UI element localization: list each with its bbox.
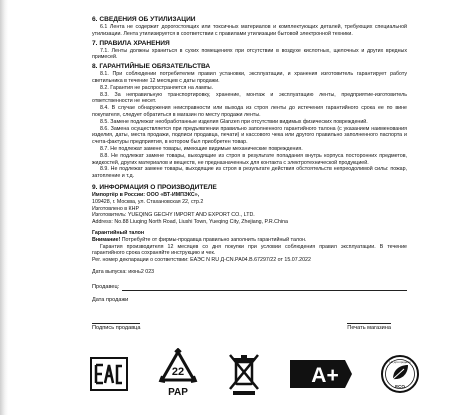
manufacturer-address: Address: No.88 Liuqing North Road, Liushi Town, Yueqing City, Zhejiang, P.R.China [92,219,289,226]
attention-label: Внимание! [92,236,121,243]
section-6-paragraph: 6.1 Лента не содержит дорогостоящих или токсичных материалов и комплектующих деталей, требующих специальной утилизации. Лента утилизируется в соответствии с правилами утилизации бытовой электронной техники. [92,24,407,37]
importer-label: Импортёр в России: ООО «ВТ-ИМПЭКС», [92,191,200,198]
section-7-paragraph: 7.1. Ленты должны храниться в сухих помещениях при отсутствии в воздухе кислотных, щелочных и других вредных примесей. [92,47,407,61]
seller-signature-label: Подпись продавца [92,324,141,331]
eac-mark-icon [90,357,128,391]
section-8-paragraph: 8.5. Замене подлежат необработанные изделия Glanzen при отсутствии видимых физических повреждений. [100,118,368,125]
section-8-paragraph: 8.2. Гарантия не распространяется на лампы. [100,84,214,91]
energy-class-label: A+ [310,364,339,387]
recycle-material: PAP [167,387,188,398]
recycle-pap-22-icon [156,348,200,400]
release-date: Дата выпуска: июнь2 023 [92,268,155,275]
certification-icons [90,344,420,404]
section-8-paragraph: 8.4. В случае обнаружения неисправности или выхода из строя ленты до истечения гарантийного срока ее по вине покупателя, следует обратиться в магазин по месту продажи ленты. [92,105,407,118]
seller-label: Продавец: [92,283,120,290]
warranty-attention [92,237,407,244]
attention-text: Потребуйте от фирмы-продавца правильно заполнить гарантийный талон. [121,236,307,243]
section-8-paragraph: 8.7. Не подлежат замене товары, имеющие видимые механические повреждения. [100,145,303,152]
sale-date-field [92,297,407,303]
scan-edge-shadow [0,0,8,415]
eco-tag-bottom: ECO [395,384,405,389]
sale-date-label: Дата продажи [92,296,129,303]
section-8-paragraph: 8.9. Не подлежат замене товары, выходящие из строя в результате действия обстоятельств непреодолимой силы: пожар, затопление и т.д. [92,166,407,180]
section-8-paragraph: 8.8. Не подлежат замене товары, выходящие из строя в результате попадания внутрь корпуса посторонних предметов, жидкостей, других материалов и веществ, не предназначенных для контакта с электротехнической продукцией. [92,152,407,166]
section-6-heading: 6. СВЕДЕНИЯ ОБ УТИЛИЗАЦИИ [92,16,196,23]
signature-row [92,323,407,332]
section-8-heading: 8. ГАРАНТИЙНЫЕ ОБЯЗАТЕЛЬСТВА [92,63,211,71]
seller-line [122,284,407,291]
eco-leaf-tag-icon [380,354,420,394]
seller-field [92,284,407,291]
section-8-paragraph: 8.3. За неправильную транспортировку, хранение, монтаж и эксплуатацию ленты, предприятие-изготовитель ответственности не несет. [92,91,407,105]
warranty-title: Гарантийный талон [92,229,145,236]
section-9-heading: 9. ИНФОРМАЦИЯ О ПРОИЗВОДИТЕЛЕ [92,183,217,191]
importer-address: 109428, г. Москва, ул. Стахановская 22, стр.2 [92,198,204,205]
recycle-code: 22 [171,366,184,378]
section-7-heading: 7. ПРАВИЛА ХРАНЕНИЯ [92,39,170,47]
manufacturer: Изготовитель: YUEQING GECHY IMPORT AND EXPORT CO., LTD. [92,212,255,219]
section-8-paragraph: 8.6. Замена осуществляется при предъявлении правильно заполненного гарантийного талона (с указанием наименования изделия, даты, места продажи, подписи продавца, печати) и кассового чека или другого правильно заполненного паспорта и счета-фактуры предприятия, в котором был приобретен товар. [92,125,407,146]
made-in: Изготовлено в КНР [92,205,139,212]
eco-tag-top: Не для продажи [389,360,411,364]
warranty-term: Гарантия производителя 12 месяцев со дня покупки при условии соблюдения правил эксплуатации. В течение гарантийного срока сохраняйте инструкцию и чек. [92,243,407,257]
stamp-label: Печать магазина [347,324,391,331]
energy-class-icon [289,354,353,394]
crossed-out-bin-icon [227,352,261,396]
declaration-number: Рег. номер декларации о соответствии: ЕАЭС N RU Д-CN.РА04.В.67297/22 от 15.07.2022 [92,257,311,264]
section-8-paragraph: 8.1. При соблюдении потребителем правил установки, эксплуатации, и хранения изготовитель гарантирует работу светильника в течение 12 месяцев с даты продажи. [92,71,407,84]
